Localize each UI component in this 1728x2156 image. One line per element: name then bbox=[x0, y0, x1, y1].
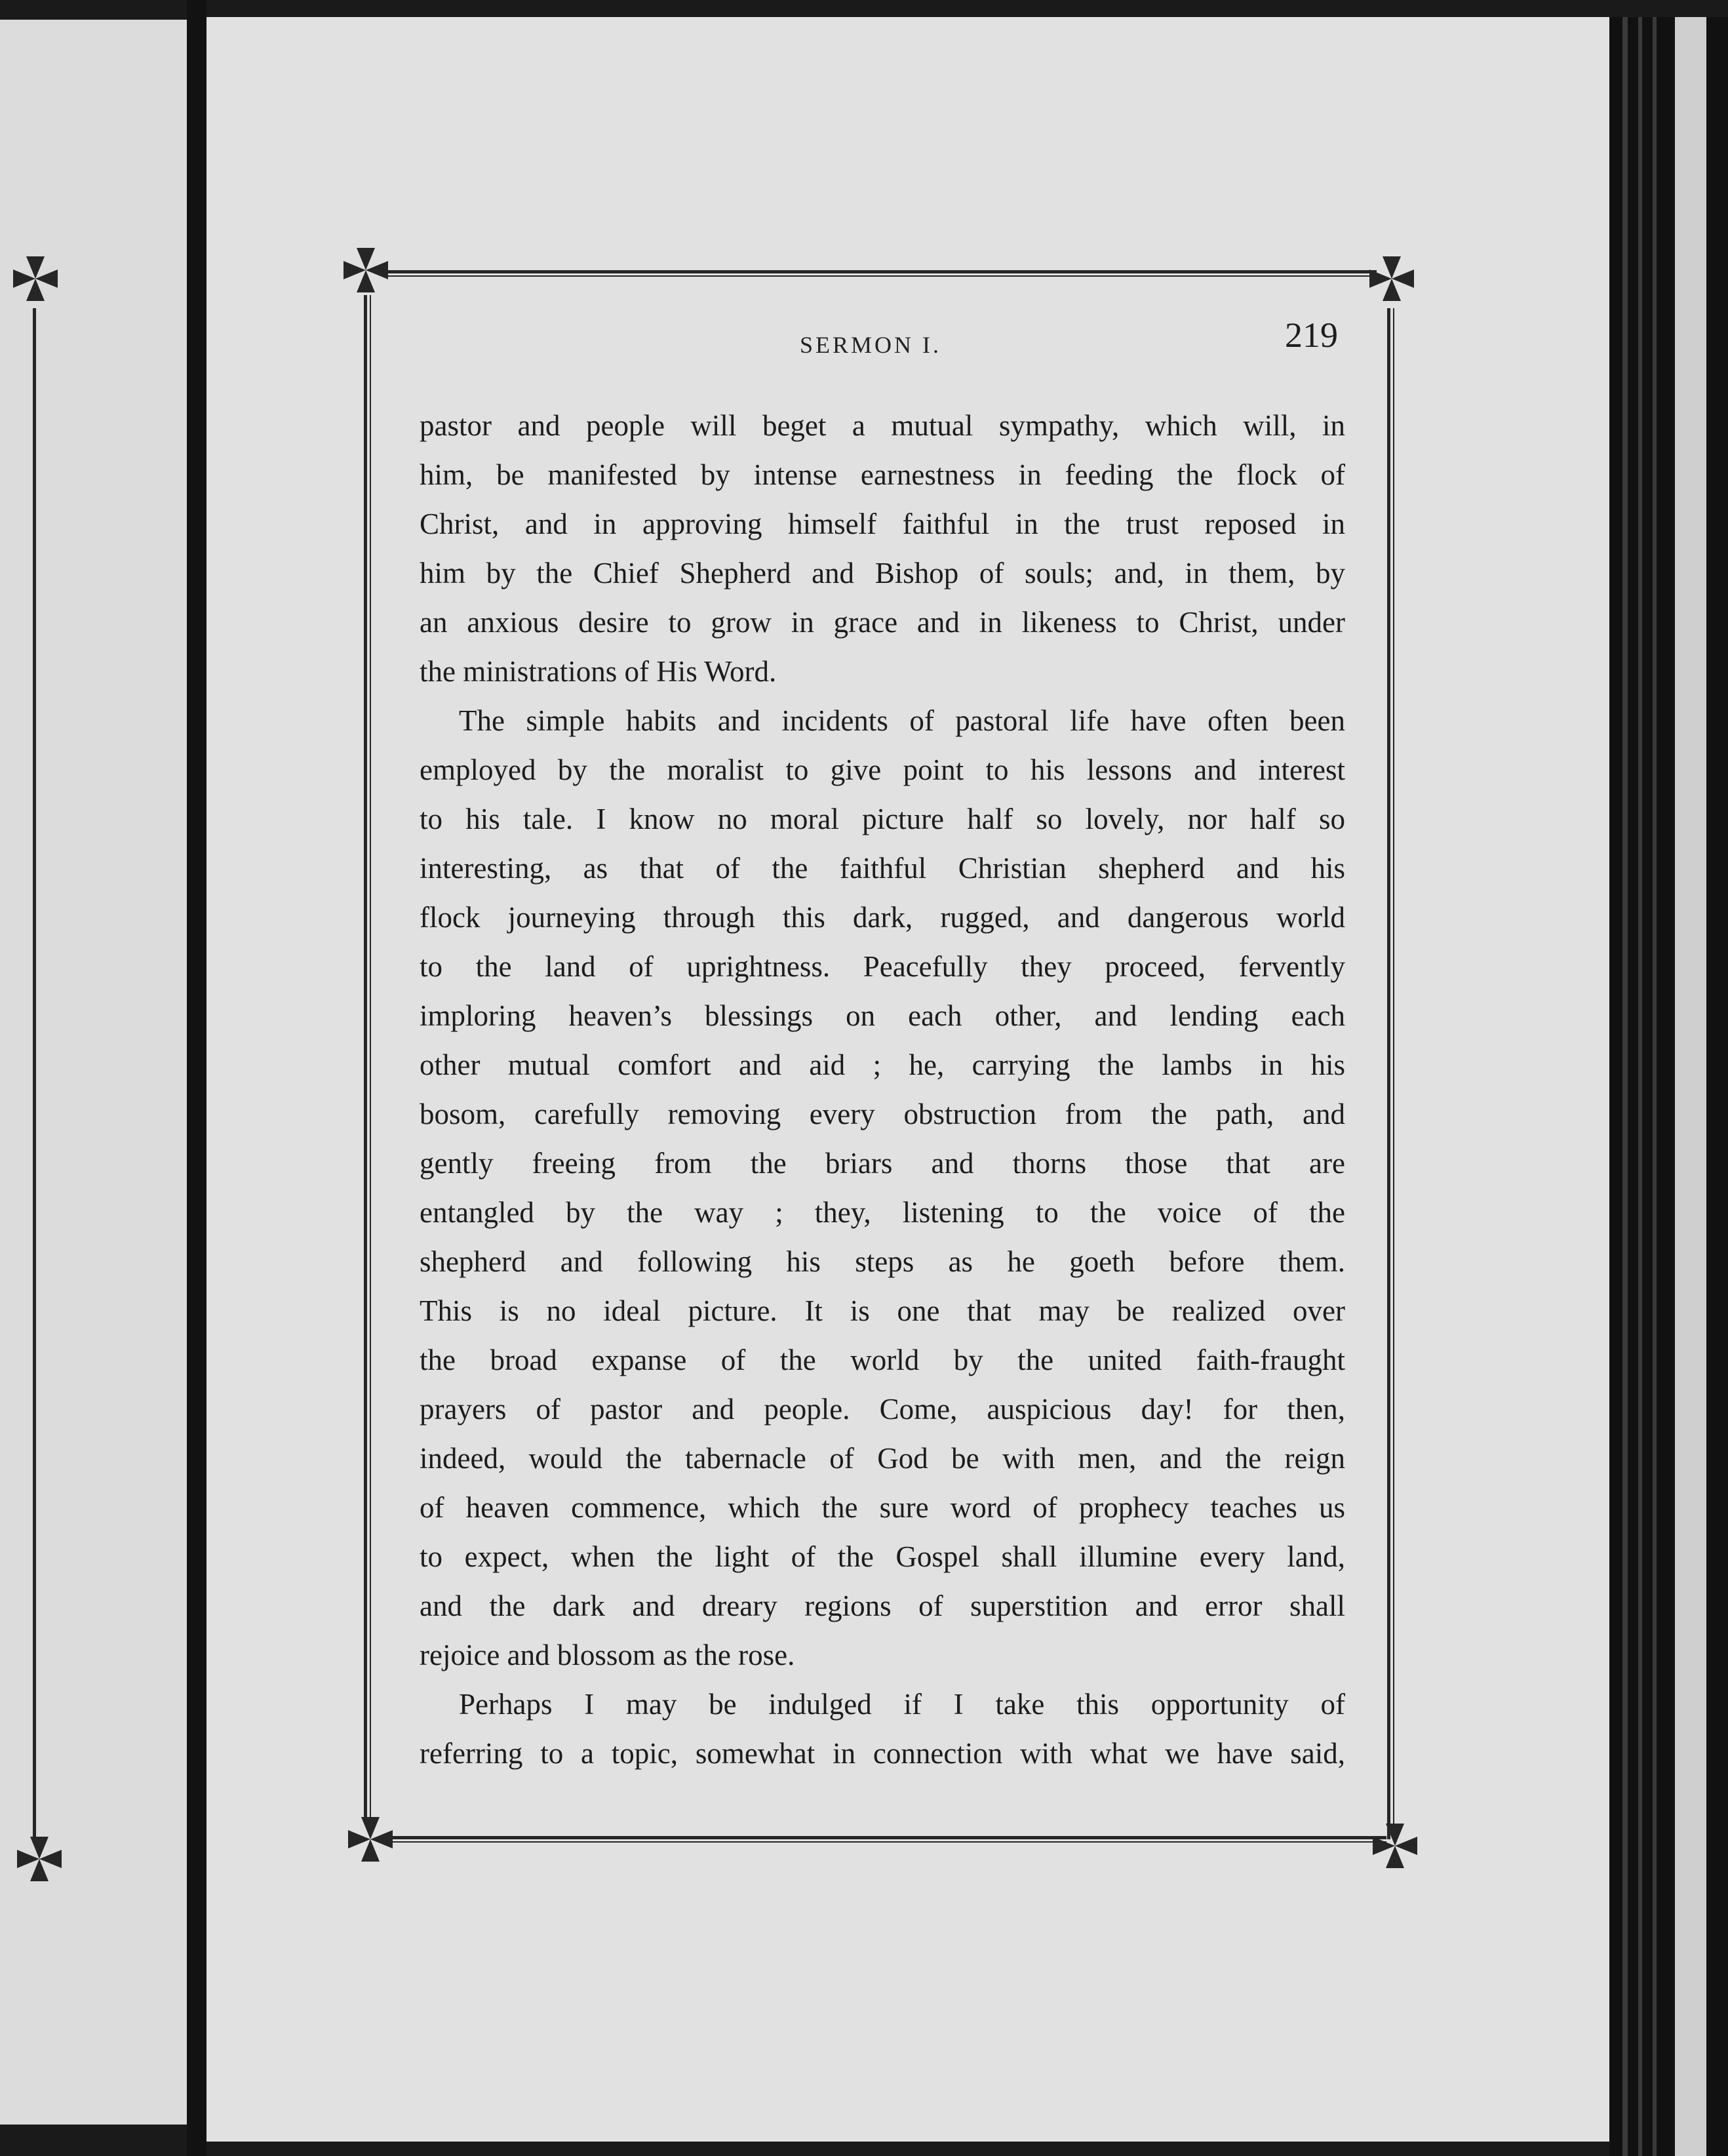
text-line: bosom, carefully removing every obstruction from the path, and bbox=[420, 1098, 1345, 1130]
text-line: indeed, would the tabernacle of God be with men, and the reign bbox=[420, 1442, 1345, 1475]
text-line: other mutual comfort and aid ; he, carrying the lambs in his bbox=[420, 1048, 1345, 1081]
text-line: Christ, and in approving himself faithful in the trust reposed in bbox=[420, 508, 1345, 540]
body-text bbox=[420, 401, 1345, 1778]
border-top bbox=[387, 270, 1377, 273]
text-line: This is no ideal picture. It is one that may be realized over bbox=[420, 1294, 1345, 1327]
text-line: pastor and people will beget a mutual sympathy, which will, in bbox=[420, 409, 1345, 442]
text-line: and the dark and dreary regions of superstition and error shall bbox=[420, 1589, 1345, 1622]
maltese-cross-icon bbox=[9, 252, 62, 305]
text-line: flock journeying through this dark, rugged, and dangerous world bbox=[420, 901, 1345, 934]
maltese-cross-icon bbox=[340, 244, 392, 296]
text-line: gently freeing from the briars and thorns those that are bbox=[420, 1147, 1345, 1180]
maltese-cross-icon bbox=[13, 1833, 66, 1885]
maltese-cross-icon bbox=[1369, 1820, 1421, 1872]
text-line: imploring heaven’s blessings on each other, and lending each bbox=[420, 999, 1345, 1032]
facing-page-edge bbox=[0, 20, 187, 2125]
text-line: him by the Chief Shepherd and Bishop of souls; and, in them, by bbox=[420, 557, 1345, 589]
text-line: The simple habits and incidents of pastoral life have often been bbox=[459, 704, 1345, 737]
border-right bbox=[1387, 308, 1390, 1839]
text-line: referring to a topic, somewhat in connection with what we have said, bbox=[420, 1737, 1345, 1770]
text-line: rejoice and blossom as the rose. bbox=[420, 1639, 795, 1671]
text-line: to expect, when the light of the Gospel shall illumine every land, bbox=[420, 1540, 1345, 1573]
maltese-cross-icon bbox=[1365, 252, 1418, 305]
text-line: to the land of uprightness. Peacefully they proceed, fervently bbox=[420, 950, 1345, 983]
facing-page-border-line bbox=[33, 308, 36, 1843]
running-head: SERMON I. bbox=[800, 332, 942, 358]
page-stack-edge bbox=[1609, 17, 1728, 2156]
book-gutter bbox=[187, 0, 206, 2156]
text-line: of heaven commence, which the sure word of prophecy teaches us bbox=[420, 1491, 1345, 1524]
text-line: shepherd and following his steps as he goeth before them. bbox=[420, 1245, 1345, 1278]
text-line: prayers of pastor and people. Come, auspicious day! for then, bbox=[420, 1393, 1345, 1426]
text-line: the broad expanse of the world by the united faith-fraught bbox=[420, 1344, 1345, 1376]
border-left bbox=[364, 295, 367, 1823]
text-line: to his tale. I know no moral picture half so lovely, nor half so bbox=[420, 803, 1345, 835]
page-number: 219 bbox=[1285, 315, 1338, 355]
text-line: the ministrations of His Word. bbox=[420, 655, 777, 688]
text-line: him, be manifested by intense earnestness in feeding the flock of bbox=[420, 458, 1345, 491]
text-line: Perhaps I may be indulged if I take this opportunity of bbox=[459, 1688, 1345, 1721]
text-line: entangled by the way ; they, listening to the voice of the bbox=[420, 1196, 1345, 1229]
text-line: an anxious desire to grow in grace and in likeness to Christ, under bbox=[420, 606, 1345, 639]
text-line: interesting, as that of the faithful Christian shepherd and his bbox=[420, 852, 1345, 885]
border-bottom bbox=[390, 1836, 1386, 1839]
text-line: employed by the moralist to give point to his lessons and interest bbox=[420, 753, 1345, 786]
maltese-cross-icon bbox=[344, 1813, 397, 1866]
